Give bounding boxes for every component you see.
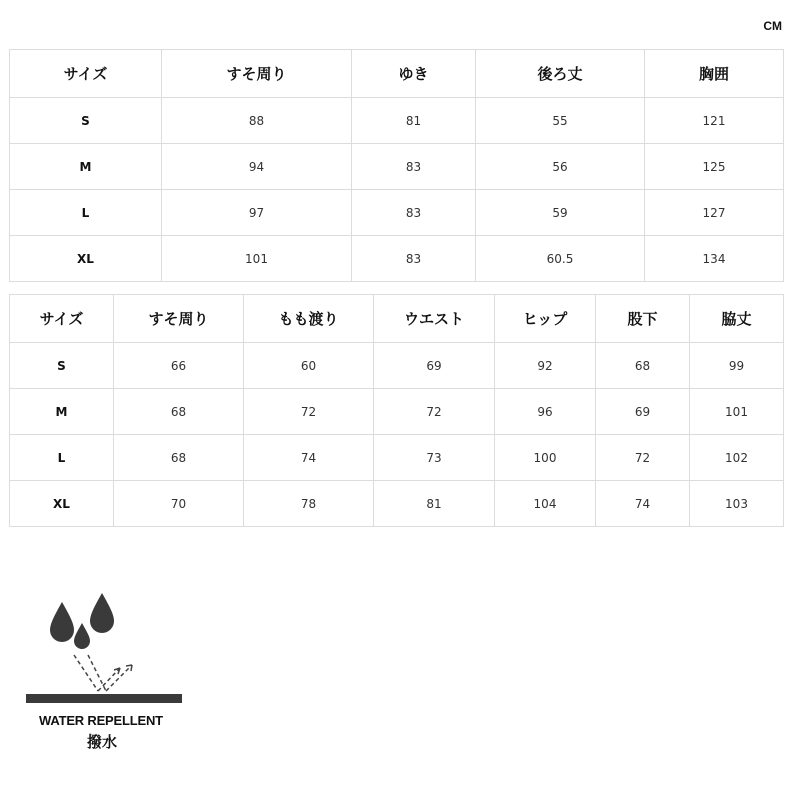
value-cell: 101 — [690, 389, 784, 435]
table-row — [10, 435, 784, 481]
table-row — [10, 481, 784, 527]
value-cell: 92 — [495, 343, 596, 389]
value-cell: 83 — [352, 190, 476, 236]
value-cell: 99 — [690, 343, 784, 389]
value-cell: 88 — [162, 98, 352, 144]
table-row — [10, 144, 784, 190]
value-cell: 68 — [114, 435, 244, 481]
water-repellent-label-en: WATER REPELLENT — [39, 713, 163, 728]
unit-label: CM — [763, 19, 782, 33]
value-cell: 74 — [244, 435, 374, 481]
value-cell: 60.5 — [476, 236, 645, 282]
header-chest: 胸囲 — [645, 50, 784, 98]
header-thigh: もも渡り — [244, 295, 374, 343]
value-cell: 78 — [244, 481, 374, 527]
header-waist: ウエスト — [374, 295, 495, 343]
size-cell: M — [10, 144, 162, 190]
value-cell: 94 — [162, 144, 352, 190]
value-cell: 73 — [374, 435, 495, 481]
value-cell: 70 — [114, 481, 244, 527]
table-header-row — [10, 50, 784, 98]
table-row — [10, 190, 784, 236]
header-hem: すそ周り — [114, 295, 244, 343]
size-cell: S — [10, 343, 114, 389]
size-cell: XL — [10, 481, 114, 527]
value-cell: 127 — [645, 190, 784, 236]
header-size: サイズ — [10, 295, 114, 343]
table-row — [10, 343, 784, 389]
header-hem: すそ周り — [162, 50, 352, 98]
header-side-length: 脇丈 — [690, 295, 784, 343]
value-cell: 102 — [690, 435, 784, 481]
value-cell: 81 — [374, 481, 495, 527]
size-cell: S — [10, 98, 162, 144]
header-size: サイズ — [10, 50, 162, 98]
table-header-row — [10, 295, 784, 343]
value-cell: 74 — [596, 481, 690, 527]
size-cell: L — [10, 435, 114, 481]
value-cell: 55 — [476, 98, 645, 144]
value-cell: 59 — [476, 190, 645, 236]
value-cell: 83 — [352, 236, 476, 282]
table-row — [10, 236, 784, 282]
value-cell: 72 — [596, 435, 690, 481]
value-cell: 83 — [352, 144, 476, 190]
water-drops-icon — [26, 590, 186, 710]
water-repellent-badge — [26, 590, 186, 760]
header-sleeve: ゆき — [352, 50, 476, 98]
size-cell: M — [10, 389, 114, 435]
value-cell: 81 — [352, 98, 476, 144]
value-cell: 69 — [374, 343, 495, 389]
value-cell: 104 — [495, 481, 596, 527]
tops-size-table — [9, 49, 784, 282]
header-back-length: 後ろ丈 — [476, 50, 645, 98]
value-cell: 72 — [244, 389, 374, 435]
value-cell: 69 — [596, 389, 690, 435]
header-hip: ヒップ — [495, 295, 596, 343]
size-cell: L — [10, 190, 162, 236]
value-cell: 101 — [162, 236, 352, 282]
value-cell: 56 — [476, 144, 645, 190]
size-cell: XL — [10, 236, 162, 282]
bottoms-size-table — [9, 294, 784, 527]
value-cell: 103 — [690, 481, 784, 527]
table-row — [10, 389, 784, 435]
value-cell: 134 — [645, 236, 784, 282]
value-cell: 60 — [244, 343, 374, 389]
header-inseam: 股下 — [596, 295, 690, 343]
value-cell: 96 — [495, 389, 596, 435]
water-repellent-label-jp: 撥水 — [87, 733, 118, 751]
value-cell: 68 — [114, 389, 244, 435]
table-row — [10, 98, 784, 144]
value-cell: 121 — [645, 98, 784, 144]
value-cell: 97 — [162, 190, 352, 236]
value-cell: 100 — [495, 435, 596, 481]
value-cell: 68 — [596, 343, 690, 389]
value-cell: 125 — [645, 144, 784, 190]
value-cell: 72 — [374, 389, 495, 435]
value-cell: 66 — [114, 343, 244, 389]
